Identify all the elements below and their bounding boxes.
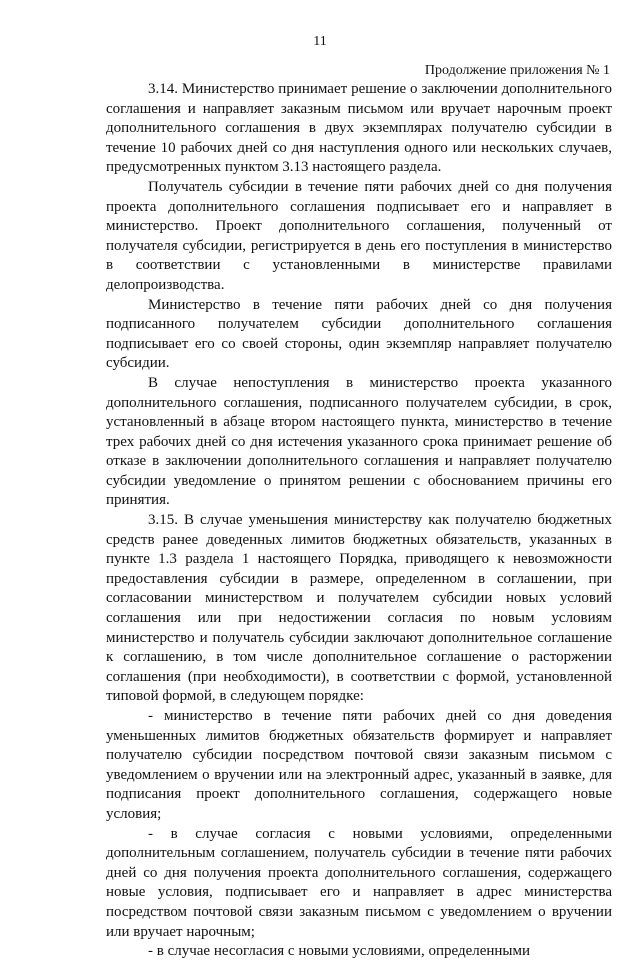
page-number: 11 xyxy=(313,34,327,49)
document-body xyxy=(106,80,612,962)
appendix-continuation-label: Продолжение приложения № 1 xyxy=(424,63,610,78)
paragraph-non-receipt: В случае непоступления в министерство проекта указанного дополнительного соглашения, подписанного получателем субсидии, в срок, установленный в абзаце втором настоящего пункта, министерство в течение трех рабочих дней со дня истечения указанного срока принимает решение об отказе в заключении дополнительного соглашения и направляет получателю субсидии уведомление о принятом решении с обоснованием причины его принятия. xyxy=(106,374,612,509)
paragraph-3-14: 3.14. Министерство принимает решение о заключении дополнительного соглашения и направляет заказным письмом или вручает нарочным проект дополнительного соглашения в двух экземплярах получателю субсидии в течение 10 рабочих дней со дня наступления одного или нескольких случаев, предусмотренных пунктом 3.13 настоящего раздела. xyxy=(106,81,612,176)
list-item-agreement: - в случае согласия с новыми условиями, определенными дополнительным соглашением, получатель субсидии в течение пяти рабочих дней со дня получения проекта дополнительного соглашения, содержащего новые условия, подписывает его и направляет в адрес министерства посредством почтовой связи заказным письмом с уведомлением о вручении или вручает нарочным; xyxy=(106,825,612,940)
list-item-ministry-forms: - министерство в течение пяти рабочих дней со дня доведения уменьшенных лимитов бюджетных обязательств формирует и направляет получателю субсидии посредством почтовой связи заказным письмом с уведомлением о вручении или на электронный адрес, указанный в заявке, для подписания проект дополнительного соглашения, содержащего новые условия; xyxy=(106,708,612,822)
list-item-disagreement: - в случае несогласия с новыми условиями, определенными xyxy=(148,943,531,960)
paragraph-3-15: 3.15. В случае уменьшения министерству как получателю бюджетных средств ранее доведенных лимитов бюджетных обязательств, указанных в пункте 1.3 раздела 1 настоящего Порядка, приводящего к невозможности предоставления субсидии в размере, определенном в соглашении, при согласовании министерством и получателем субсидии новых условий соглашения или при недостижении согласия по новым условиям министерство и получатель субсидии заключают дополнительное соглашение к соглашению, в том числе дополнительное соглашение о расторжении соглашения (при необходимости), в соответствии с формой, установленной типовой формой, в следующем порядке: xyxy=(106,512,612,705)
paragraph-recipient-signs: Получатель субсидии в течение пяти рабочих дней со дня получения проекта дополнительного соглашения подписывает его и направляет в министерство. Проект дополнительного соглашения, полученный от получателя субсидии, регистрируется в день его поступления в министерство в соответствии с установленными в министерстве правилами делопроизводства. xyxy=(106,178,612,293)
paragraph-ministry-signs: Министерство в течение пяти рабочих дней со дня получения подписанного получателем субсидии дополнительного соглашения подписывает его со своей стороны, один экземпляр направляет получателю субсидии. xyxy=(106,296,612,372)
